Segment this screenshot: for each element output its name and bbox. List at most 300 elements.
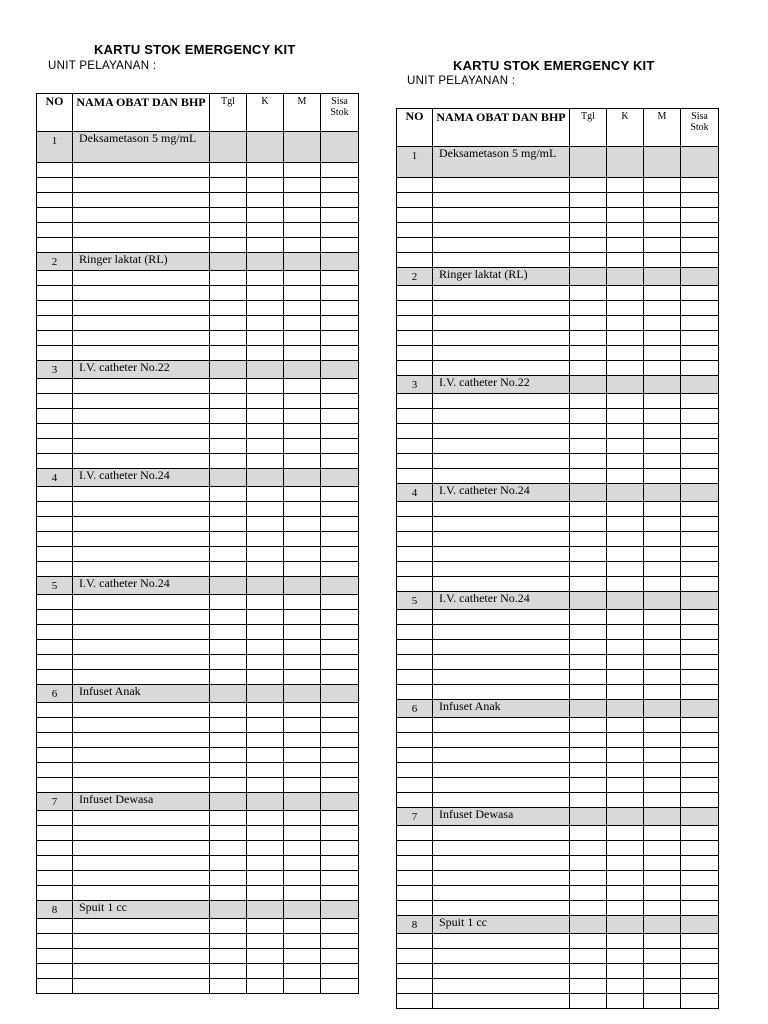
entry-cell-no[interactable] <box>37 934 73 949</box>
entry-cell-name[interactable] <box>73 979 210 994</box>
entry-cell-m[interactable] <box>644 223 681 238</box>
entry-cell-m[interactable] <box>644 253 681 268</box>
entry-cell-tgl[interactable] <box>570 886 607 901</box>
entry-cell-name[interactable] <box>73 934 210 949</box>
entry-cell-tgl[interactable] <box>210 979 247 994</box>
entry-cell-name[interactable] <box>433 610 570 625</box>
entry-cell-m[interactable] <box>644 268 681 286</box>
entry-cell-no[interactable] <box>37 964 73 979</box>
entry-cell-tgl[interactable] <box>210 409 247 424</box>
entry-cell-m[interactable] <box>644 361 681 376</box>
entry-cell-k[interactable] <box>607 301 644 316</box>
entry-cell-m[interactable] <box>284 502 321 517</box>
entry-cell-tgl[interactable] <box>210 640 247 655</box>
entry-cell-tgl[interactable] <box>570 562 607 577</box>
entry-cell-k[interactable] <box>247 934 284 949</box>
entry-cell-no[interactable] <box>37 670 73 685</box>
entry-cell-no[interactable] <box>37 949 73 964</box>
entry-cell-sisa[interactable] <box>321 778 359 793</box>
entry-cell-k[interactable] <box>607 592 644 610</box>
entry-cell-m[interactable] <box>644 409 681 424</box>
entry-cell-k[interactable] <box>607 547 644 562</box>
entry-cell-tgl[interactable] <box>210 424 247 439</box>
entry-cell-k[interactable] <box>607 208 644 223</box>
entry-cell-no[interactable] <box>37 316 73 331</box>
entry-cell-m[interactable] <box>284 547 321 562</box>
entry-cell-name[interactable] <box>433 841 570 856</box>
entry-cell-name[interactable] <box>433 286 570 301</box>
entry-cell-m[interactable] <box>284 964 321 979</box>
entry-cell-name[interactable] <box>73 223 210 238</box>
entry-cell-k[interactable] <box>247 595 284 610</box>
entry-cell-no[interactable] <box>397 193 433 208</box>
entry-cell-k[interactable] <box>607 763 644 778</box>
entry-cell-sisa[interactable] <box>681 532 719 547</box>
entry-cell-name[interactable] <box>433 748 570 763</box>
entry-cell-m[interactable] <box>644 625 681 640</box>
entry-cell-m[interactable] <box>644 331 681 346</box>
entry-cell-k[interactable] <box>247 487 284 502</box>
entry-cell-tgl[interactable] <box>570 901 607 916</box>
entry-cell-m[interactable] <box>644 193 681 208</box>
entry-cell-name[interactable] <box>433 361 570 376</box>
entry-cell-k[interactable] <box>247 562 284 577</box>
entry-cell-no[interactable] <box>37 979 73 994</box>
entry-cell-m[interactable] <box>644 871 681 886</box>
entry-cell-m[interactable] <box>284 703 321 718</box>
entry-cell-k[interactable] <box>247 949 284 964</box>
entry-cell-m[interactable] <box>644 979 681 994</box>
entry-cell-name[interactable] <box>73 208 210 223</box>
entry-cell-no[interactable] <box>397 424 433 439</box>
entry-cell-no[interactable] <box>397 316 433 331</box>
entry-cell-tgl[interactable] <box>570 934 607 949</box>
entry-cell-sisa[interactable] <box>681 268 719 286</box>
entry-cell-k[interactable] <box>607 718 644 733</box>
entry-cell-sisa[interactable] <box>321 163 359 178</box>
entry-cell-k[interactable] <box>247 316 284 331</box>
entry-cell-sisa[interactable] <box>681 238 719 253</box>
entry-cell-sisa[interactable] <box>681 223 719 238</box>
entry-cell-m[interactable] <box>284 841 321 856</box>
entry-cell-name[interactable] <box>433 826 570 841</box>
entry-cell-m[interactable] <box>644 517 681 532</box>
entry-cell-m[interactable] <box>284 919 321 934</box>
entry-cell-name[interactable] <box>433 238 570 253</box>
entry-cell-no[interactable] <box>397 361 433 376</box>
entry-cell-sisa[interactable] <box>321 409 359 424</box>
entry-cell-no[interactable] <box>397 208 433 223</box>
entry-cell-sisa[interactable] <box>681 484 719 502</box>
entry-cell-m[interactable] <box>644 886 681 901</box>
entry-cell-name[interactable] <box>433 394 570 409</box>
entry-cell-name[interactable] <box>73 919 210 934</box>
entry-cell-name[interactable] <box>73 409 210 424</box>
entry-cell-no[interactable] <box>37 454 73 469</box>
entry-cell-k[interactable] <box>607 640 644 655</box>
entry-cell-sisa[interactable] <box>681 700 719 718</box>
entry-cell-no[interactable] <box>397 718 433 733</box>
entry-cell-name[interactable] <box>73 178 210 193</box>
entry-cell-tgl[interactable] <box>210 532 247 547</box>
entry-cell-sisa[interactable] <box>321 856 359 871</box>
entry-cell-tgl[interactable] <box>570 793 607 808</box>
entry-cell-k[interactable] <box>247 610 284 625</box>
entry-cell-m[interactable] <box>284 394 321 409</box>
entry-cell-no[interactable] <box>37 826 73 841</box>
entry-cell-name[interactable] <box>433 778 570 793</box>
entry-cell-tgl[interactable] <box>570 748 607 763</box>
entry-cell-tgl[interactable] <box>210 331 247 346</box>
entry-cell-m[interactable] <box>284 331 321 346</box>
entry-cell-k[interactable] <box>247 703 284 718</box>
entry-cell-k[interactable] <box>247 517 284 532</box>
entry-cell-m[interactable] <box>644 949 681 964</box>
entry-cell-sisa[interactable] <box>681 577 719 592</box>
entry-cell-tgl[interactable] <box>210 208 247 223</box>
entry-cell-k[interactable] <box>607 916 644 934</box>
entry-cell-tgl[interactable] <box>570 469 607 484</box>
entry-cell-name[interactable] <box>433 685 570 700</box>
entry-cell-name[interactable] <box>433 577 570 592</box>
entry-cell-k[interactable] <box>607 361 644 376</box>
entry-cell-m[interactable] <box>644 286 681 301</box>
entry-cell-tgl[interactable] <box>570 532 607 547</box>
entry-cell-name[interactable] <box>433 346 570 361</box>
entry-cell-name[interactable] <box>73 238 210 253</box>
entry-cell-k[interactable] <box>607 409 644 424</box>
entry-cell-tgl[interactable] <box>210 163 247 178</box>
entry-cell-sisa[interactable] <box>681 469 719 484</box>
entry-cell-tgl[interactable] <box>210 778 247 793</box>
entry-cell-tgl[interactable] <box>570 778 607 793</box>
entry-cell-tgl[interactable] <box>570 454 607 469</box>
entry-cell-tgl[interactable] <box>210 733 247 748</box>
entry-cell-tgl[interactable] <box>570 547 607 562</box>
entry-cell-sisa[interactable] <box>681 841 719 856</box>
entry-cell-tgl[interactable] <box>210 763 247 778</box>
entry-cell-no[interactable] <box>397 778 433 793</box>
entry-cell-m[interactable] <box>644 147 681 178</box>
entry-cell-m[interactable] <box>284 886 321 901</box>
entry-cell-sisa[interactable] <box>321 208 359 223</box>
entry-cell-tgl[interactable] <box>210 132 247 163</box>
entry-cell-sisa[interactable] <box>321 253 359 271</box>
entry-cell-tgl[interactable] <box>570 841 607 856</box>
entry-cell-no[interactable] <box>397 934 433 949</box>
entry-cell-no[interactable] <box>397 394 433 409</box>
entry-cell-sisa[interactable] <box>321 625 359 640</box>
entry-cell-no[interactable] <box>397 841 433 856</box>
entry-cell-no[interactable] <box>37 886 73 901</box>
entry-cell-m[interactable] <box>644 454 681 469</box>
entry-cell-no[interactable] <box>37 331 73 346</box>
entry-cell-name[interactable] <box>73 532 210 547</box>
entry-cell-sisa[interactable] <box>321 871 359 886</box>
entry-cell-no[interactable] <box>37 178 73 193</box>
entry-cell-name[interactable] <box>73 316 210 331</box>
entry-cell-sisa[interactable] <box>321 532 359 547</box>
entry-cell-name[interactable] <box>73 331 210 346</box>
entry-cell-no[interactable] <box>397 178 433 193</box>
entry-cell-sisa[interactable] <box>681 964 719 979</box>
entry-cell-k[interactable] <box>247 502 284 517</box>
entry-cell-k[interactable] <box>247 778 284 793</box>
entry-cell-no[interactable] <box>37 502 73 517</box>
entry-cell-no[interactable] <box>397 301 433 316</box>
entry-cell-no[interactable] <box>397 763 433 778</box>
entry-cell-m[interactable] <box>644 670 681 685</box>
entry-cell-m[interactable] <box>284 379 321 394</box>
entry-cell-k[interactable] <box>607 223 644 238</box>
entry-cell-sisa[interactable] <box>681 793 719 808</box>
entry-cell-m[interactable] <box>284 424 321 439</box>
entry-cell-k[interactable] <box>607 562 644 577</box>
entry-cell-sisa[interactable] <box>681 994 719 1009</box>
entry-cell-m[interactable] <box>284 640 321 655</box>
entry-cell-no[interactable] <box>397 286 433 301</box>
entry-cell-k[interactable] <box>247 469 284 487</box>
entry-cell-tgl[interactable] <box>570 331 607 346</box>
entry-cell-no[interactable] <box>37 718 73 733</box>
entry-cell-sisa[interactable] <box>681 748 719 763</box>
entry-cell-tgl[interactable] <box>210 577 247 595</box>
entry-cell-sisa[interactable] <box>321 454 359 469</box>
entry-cell-k[interactable] <box>247 454 284 469</box>
entry-cell-sisa[interactable] <box>681 346 719 361</box>
entry-cell-k[interactable] <box>247 919 284 934</box>
entry-cell-k[interactable] <box>607 700 644 718</box>
entry-cell-k[interactable] <box>247 208 284 223</box>
entry-cell-tgl[interactable] <box>570 577 607 592</box>
entry-cell-k[interactable] <box>247 346 284 361</box>
entry-cell-no[interactable] <box>397 901 433 916</box>
entry-cell-m[interactable] <box>284 562 321 577</box>
entry-cell-k[interactable] <box>607 826 644 841</box>
entry-cell-sisa[interactable] <box>321 132 359 163</box>
entry-cell-no[interactable] <box>37 748 73 763</box>
entry-cell-tgl[interactable] <box>210 361 247 379</box>
entry-cell-name[interactable] <box>433 763 570 778</box>
entry-cell-tgl[interactable] <box>210 610 247 625</box>
entry-cell-name[interactable] <box>73 826 210 841</box>
entry-cell-k[interactable] <box>607 484 644 502</box>
entry-cell-k[interactable] <box>607 424 644 439</box>
entry-cell-sisa[interactable] <box>681 376 719 394</box>
entry-cell-name[interactable] <box>433 886 570 901</box>
entry-cell-name[interactable] <box>433 424 570 439</box>
entry-cell-m[interactable] <box>644 346 681 361</box>
entry-cell-sisa[interactable] <box>321 763 359 778</box>
entry-cell-no[interactable] <box>37 733 73 748</box>
entry-cell-name[interactable] <box>73 718 210 733</box>
entry-cell-k[interactable] <box>607 934 644 949</box>
entry-cell-no[interactable] <box>37 871 73 886</box>
entry-cell-k[interactable] <box>607 147 644 178</box>
entry-cell-k[interactable] <box>607 346 644 361</box>
entry-cell-tgl[interactable] <box>570 718 607 733</box>
entry-cell-k[interactable] <box>247 811 284 826</box>
entry-cell-no[interactable] <box>397 346 433 361</box>
entry-cell-tgl[interactable] <box>210 502 247 517</box>
entry-cell-sisa[interactable] <box>681 949 719 964</box>
entry-cell-no[interactable] <box>37 517 73 532</box>
entry-cell-no[interactable] <box>397 856 433 871</box>
entry-cell-sisa[interactable] <box>321 934 359 949</box>
entry-cell-tgl[interactable] <box>570 592 607 610</box>
entry-cell-sisa[interactable] <box>321 271 359 286</box>
entry-cell-m[interactable] <box>644 934 681 949</box>
entry-cell-tgl[interactable] <box>570 655 607 670</box>
entry-cell-name[interactable] <box>433 454 570 469</box>
entry-cell-name[interactable] <box>73 625 210 640</box>
entry-cell-m[interactable] <box>644 577 681 592</box>
entry-cell-m[interactable] <box>644 685 681 700</box>
entry-cell-k[interactable] <box>607 670 644 685</box>
entry-cell-k[interactable] <box>247 655 284 670</box>
entry-cell-tgl[interactable] <box>210 748 247 763</box>
entry-cell-k[interactable] <box>607 193 644 208</box>
entry-cell-no[interactable] <box>37 394 73 409</box>
entry-cell-m[interactable] <box>644 793 681 808</box>
entry-cell-tgl[interactable] <box>570 517 607 532</box>
entry-cell-k[interactable] <box>607 253 644 268</box>
entry-cell-m[interactable] <box>284 346 321 361</box>
entry-cell-sisa[interactable] <box>321 811 359 826</box>
entry-cell-m[interactable] <box>284 901 321 919</box>
entry-cell-k[interactable] <box>247 301 284 316</box>
entry-cell-m[interactable] <box>644 178 681 193</box>
entry-cell-no[interactable] <box>397 949 433 964</box>
entry-cell-sisa[interactable] <box>321 748 359 763</box>
entry-cell-k[interactable] <box>607 748 644 763</box>
entry-cell-sisa[interactable] <box>681 424 719 439</box>
entry-cell-sisa[interactable] <box>321 733 359 748</box>
entry-cell-no[interactable] <box>37 286 73 301</box>
entry-cell-no[interactable] <box>37 208 73 223</box>
entry-cell-m[interactable] <box>284 253 321 271</box>
entry-cell-sisa[interactable] <box>321 964 359 979</box>
entry-cell-sisa[interactable] <box>681 439 719 454</box>
entry-cell-name[interactable] <box>433 178 570 193</box>
entry-cell-sisa[interactable] <box>681 808 719 826</box>
entry-cell-m[interactable] <box>284 934 321 949</box>
entry-cell-tgl[interactable] <box>210 469 247 487</box>
entry-cell-sisa[interactable] <box>321 610 359 625</box>
entry-cell-no[interactable] <box>397 733 433 748</box>
entry-cell-tgl[interactable] <box>210 454 247 469</box>
entry-cell-sisa[interactable] <box>681 316 719 331</box>
entry-cell-tgl[interactable] <box>210 595 247 610</box>
entry-cell-k[interactable] <box>247 409 284 424</box>
entry-cell-tgl[interactable] <box>210 286 247 301</box>
entry-cell-no[interactable] <box>37 562 73 577</box>
entry-cell-sisa[interactable] <box>681 193 719 208</box>
entry-cell-tgl[interactable] <box>210 964 247 979</box>
entry-cell-m[interactable] <box>284 409 321 424</box>
entry-cell-name[interactable] <box>433 964 570 979</box>
entry-cell-sisa[interactable] <box>321 487 359 502</box>
entry-cell-name[interactable] <box>73 346 210 361</box>
entry-cell-tgl[interactable] <box>210 718 247 733</box>
entry-cell-no[interactable] <box>397 625 433 640</box>
entry-cell-tgl[interactable] <box>210 919 247 934</box>
entry-cell-k[interactable] <box>247 718 284 733</box>
entry-cell-no[interactable] <box>37 301 73 316</box>
entry-cell-sisa[interactable] <box>681 733 719 748</box>
entry-cell-tgl[interactable] <box>210 841 247 856</box>
entry-cell-sisa[interactable] <box>321 286 359 301</box>
entry-cell-k[interactable] <box>247 379 284 394</box>
entry-cell-tgl[interactable] <box>570 502 607 517</box>
entry-cell-m[interactable] <box>284 238 321 253</box>
entry-cell-sisa[interactable] <box>321 361 359 379</box>
entry-cell-sisa[interactable] <box>321 193 359 208</box>
entry-cell-tgl[interactable] <box>210 856 247 871</box>
entry-cell-k[interactable] <box>247 132 284 163</box>
entry-cell-m[interactable] <box>644 841 681 856</box>
entry-cell-k[interactable] <box>607 871 644 886</box>
entry-cell-tgl[interactable] <box>570 361 607 376</box>
entry-cell-no[interactable] <box>397 454 433 469</box>
entry-cell-tgl[interactable] <box>570 223 607 238</box>
entry-cell-k[interactable] <box>247 733 284 748</box>
entry-cell-no[interactable] <box>397 685 433 700</box>
entry-cell-tgl[interactable] <box>570 670 607 685</box>
entry-cell-no[interactable] <box>37 409 73 424</box>
entry-cell-no[interactable] <box>37 379 73 394</box>
entry-cell-no[interactable] <box>397 238 433 253</box>
entry-cell-name[interactable] <box>433 793 570 808</box>
entry-cell-sisa[interactable] <box>681 331 719 346</box>
entry-cell-m[interactable] <box>644 718 681 733</box>
entry-cell-k[interactable] <box>607 655 644 670</box>
entry-cell-tgl[interactable] <box>210 253 247 271</box>
entry-cell-name[interactable] <box>433 316 570 331</box>
entry-cell-k[interactable] <box>607 793 644 808</box>
entry-cell-k[interactable] <box>607 286 644 301</box>
entry-cell-sisa[interactable] <box>321 901 359 919</box>
entry-cell-sisa[interactable] <box>681 826 719 841</box>
entry-cell-m[interactable] <box>644 394 681 409</box>
entry-cell-sisa[interactable] <box>681 916 719 934</box>
entry-cell-name[interactable] <box>433 655 570 670</box>
entry-cell-sisa[interactable] <box>321 469 359 487</box>
entry-cell-m[interactable] <box>284 610 321 625</box>
entry-cell-tgl[interactable] <box>210 826 247 841</box>
entry-cell-m[interactable] <box>284 778 321 793</box>
entry-cell-tgl[interactable] <box>570 208 607 223</box>
entry-cell-tgl[interactable] <box>570 424 607 439</box>
entry-cell-m[interactable] <box>284 469 321 487</box>
entry-cell-sisa[interactable] <box>321 577 359 595</box>
entry-cell-sisa[interactable] <box>681 361 719 376</box>
entry-cell-tgl[interactable] <box>210 685 247 703</box>
entry-cell-tgl[interactable] <box>570 376 607 394</box>
entry-cell-m[interactable] <box>284 286 321 301</box>
entry-cell-tgl[interactable] <box>570 733 607 748</box>
entry-cell-k[interactable] <box>607 733 644 748</box>
entry-cell-name[interactable] <box>73 595 210 610</box>
entry-cell-sisa[interactable] <box>321 703 359 718</box>
entry-cell-tgl[interactable] <box>210 271 247 286</box>
entry-cell-name[interactable] <box>73 502 210 517</box>
entry-cell-tgl[interactable] <box>570 147 607 178</box>
entry-cell-name[interactable] <box>73 454 210 469</box>
entry-cell-m[interactable] <box>284 793 321 811</box>
entry-cell-no[interactable] <box>37 778 73 793</box>
entry-cell-name[interactable] <box>73 379 210 394</box>
